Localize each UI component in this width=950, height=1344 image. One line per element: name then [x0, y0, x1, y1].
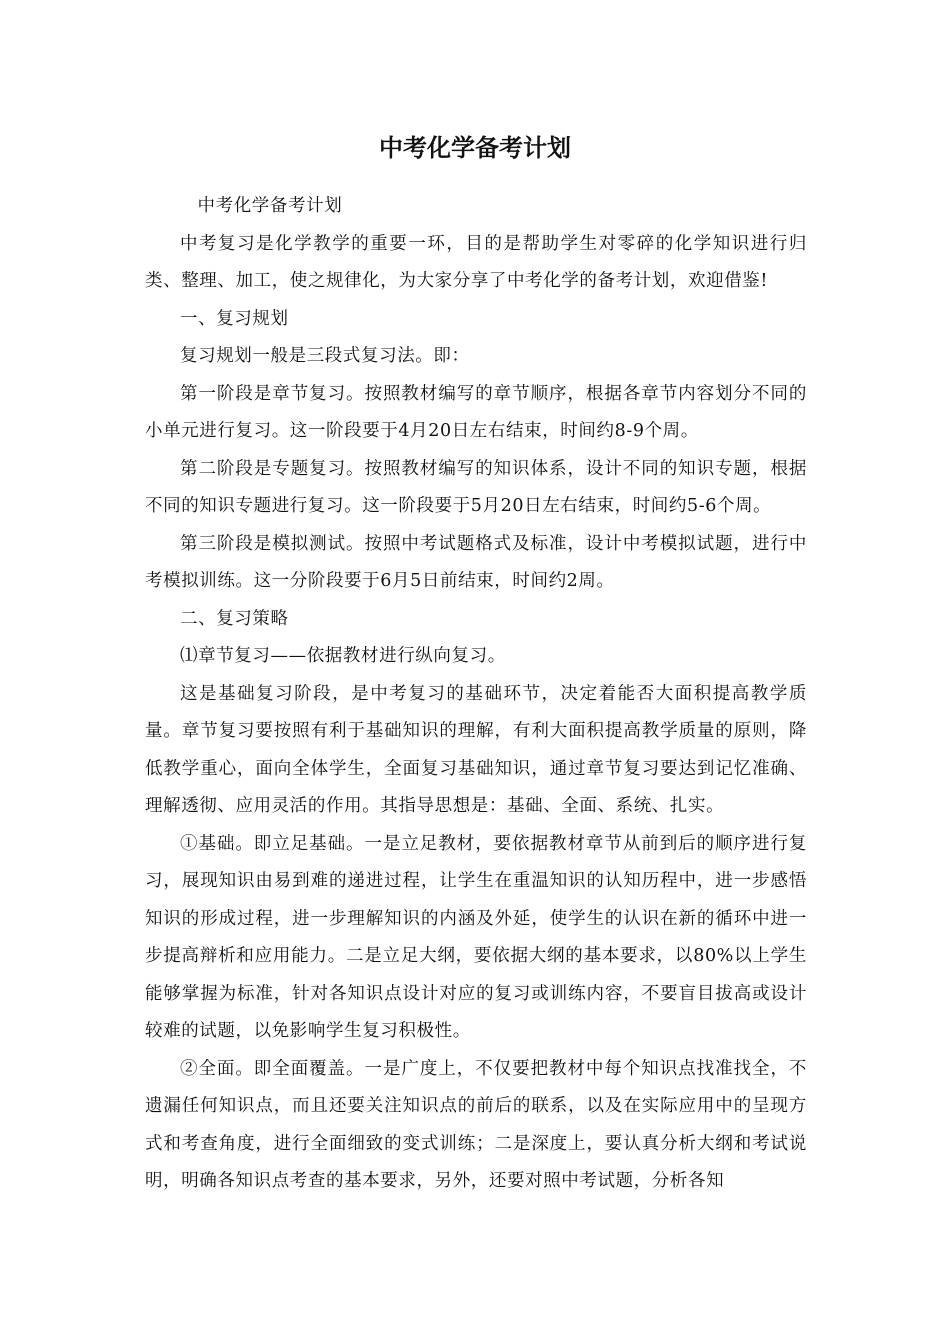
paragraph-comprehensive: ②全面。即全面覆盖。一是广度上，不仅要把教材中每个知识点找准找全，不遗漏任何知识点，而且还要关注知识点的前后的联系，以及在实际应用中的呈现方式和考查角度，进行全面细致的变式训练；二是深度上，要认真分析大纲和考试说明，明确各知识点考查的基本要求，另外，还要对照中考试题，分析各知 [145, 1058, 807, 1191]
paragraph-stage-three: 第三阶段是模拟测试。按照中考试题格式及标准，设计中考模拟试题，进行中考模拟训练。这一分阶段要于6月5日前结束，时间约2周。 [145, 533, 807, 591]
section-heading-plan: 一、复习规划 [180, 308, 289, 329]
paragraph-plan-overview: 复习规划一般是三段式复习法。即： [180, 346, 470, 366]
paragraph-subtitle: 中考化学备考计划 [197, 196, 343, 216]
document-body [145, 188, 807, 1201]
section-heading-strategy: 二、复习策略 [180, 608, 289, 629]
paragraph-intro: 中考复习是化学教学的重要一环，目的是帮助学生对零碎的化学知识进行归类、整理、加工，使之规律化，为大家分享了中考化学的备考计划，欢迎借鉴! [145, 233, 807, 291]
paragraph-stage-one: 第一阶段是章节复习。按照教材编写的章节顺序，根据各章节内容划分不同的小单元进行复习。这一阶段要于4月20日左右结束，时间约8-9个周。 [145, 383, 807, 441]
paragraph-basis: ①基础。即立足基础。一是立足教材，要依据教材章节从前到后的顺序进行复习，展现知识由易到难的递进过程，让学生在重温知识的认知历程中，进一步感悟知识的形成过程，进一步理解知识的内涵及外延，使学生的认识在新的循环中进一步提高辩析和应用能力。二是立足大纲，要依据大纲的基本要求，以80%以上学生能够掌握为标准，针对各知识点设计对应的复习或训练内容，不要盲目拔高或设计较难的试题，以免影响学生复习积极性。 [145, 833, 807, 1041]
paragraph-chapter-review: ⑴章节复习——依据教材进行纵向复习。 [180, 646, 506, 666]
paragraph-basic-stage: 这是基础复习阶段，是中考复习的基础环节，决定着能否大面积提高教学质量。章节复习要按照有利于基础知识的理解，有利大面积提高教学质量的原则，降低教学重心，面向全体学生，全面复习基础知识，通过章节复习要达到记忆准确、理解透彻、应用灵活的作用。其指导思想是：基础、全面、系统、扎实。 [145, 683, 807, 816]
document-title: 中考化学备考计划 [379, 134, 571, 162]
paragraph-stage-two: 第二阶段是专题复习。按照教材编写的知识体系，设计不同的知识专题，根据不同的知识专题进行复习。这一阶段要于5月20日左右结束，时间约5-6个周。 [145, 458, 807, 516]
